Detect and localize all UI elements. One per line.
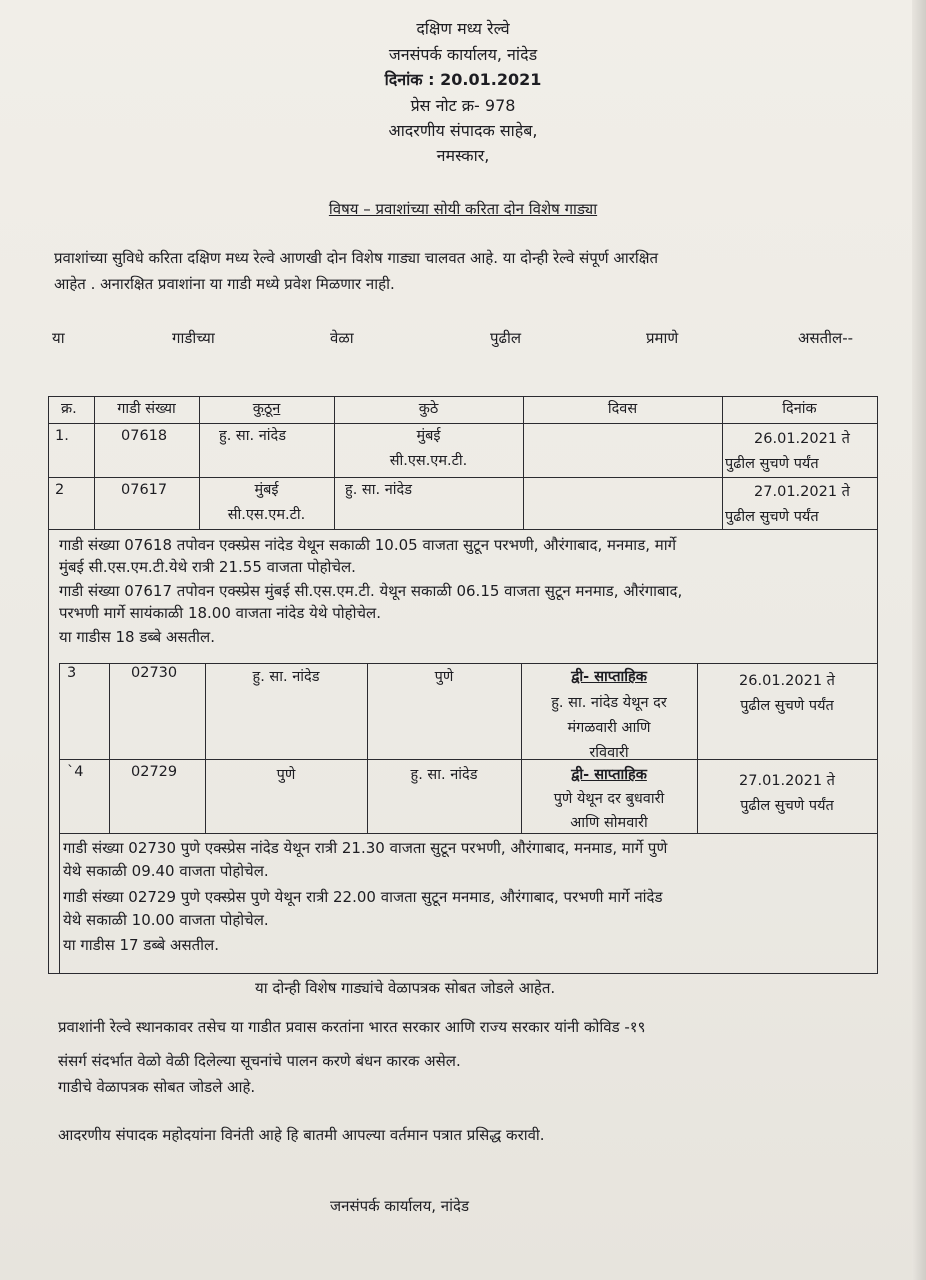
request-line: आदरणीय संपादक महोदयांना विनंती आहे हि बातमी आपल्या वर्तमान पत्रात प्रसिद्ध करावी. xyxy=(58,1126,545,1144)
note1-line4: परभणी मार्गे सायंकाळी 18.00 वाजता नांदेड येथे पोहोचेल. xyxy=(59,604,381,622)
row2-date-2: पुढील सुचणे पर्यंत xyxy=(725,509,819,525)
th-from: कुठून xyxy=(252,401,281,417)
train-table xyxy=(48,396,878,974)
row1-date-2: पुढील सुचणे पर्यंत xyxy=(725,456,819,472)
note2-line1: गाडी संख्या 02730 पुणे एक्स्प्रेस नांदेड येथून रात्री 21.30 वाजता सुटून परभणी, औरंगाबाद, मनमाड, मार्गे पुणे xyxy=(63,839,668,857)
row2-to: हु. सा. नांदेड xyxy=(345,482,412,498)
note1-line5: या गाडीस 18 डब्बे असतील. xyxy=(59,628,215,646)
note2-line4: येथे सकाळी 10.00 वाजता पोहोचेल. xyxy=(63,911,269,929)
row4-date-1: 27.01.2021 ते xyxy=(739,773,835,789)
row-divider xyxy=(59,833,877,834)
col-divider xyxy=(59,663,60,973)
page-edge xyxy=(912,0,926,1280)
intro-line2: आहेत . अनारक्षित प्रवाशांना या गाडी मध्ये प्रवेश मिळणार नाही. xyxy=(54,275,395,293)
header-greeting: नमस्कार, xyxy=(436,146,490,165)
row-divider xyxy=(49,477,877,478)
row1-date-1: 26.01.2021 ते xyxy=(754,431,850,447)
row3-sr: 3 xyxy=(67,665,77,681)
row2-from-1: मुंबई xyxy=(254,482,279,498)
attach-note: या दोन्ही विशेष गाड्यांचे वेळापत्रक सोबत जोडले आहेत. xyxy=(255,979,556,997)
covid-line3: गाडीचे वेळापत्रक सोबत जोडले आहे. xyxy=(58,1078,256,1096)
timing-word-3: वेळा xyxy=(330,329,354,347)
row3-to: पुणे xyxy=(434,669,454,685)
row3-day-1: द्वी- साप्ताहिक xyxy=(571,669,647,685)
timing-word-5: प्रमाणे xyxy=(646,329,679,347)
th-day: दिवस xyxy=(607,401,638,417)
row1-sr: 1. xyxy=(55,428,69,444)
row-divider xyxy=(59,759,877,760)
row4-train: 02729 xyxy=(131,764,178,780)
covid-line2: संसर्ग संदर्भात वेळो वेळी दिलेल्या सूचनांचे पालन करणे बंधन कारक असेल. xyxy=(58,1052,461,1070)
header-line2: जनसंपर्क कार्यालय, नांदेड xyxy=(388,45,538,64)
th-train: गाडी संख्या xyxy=(117,401,176,417)
th-to: कुठे xyxy=(418,401,439,417)
row4-sr: `4 xyxy=(67,764,84,780)
row4-day-2: पुणे येथून दर बुधवारी xyxy=(553,791,665,807)
row3-date-1: 26.01.2021 ते xyxy=(739,673,835,689)
row1-from: हु. सा. नांदेड xyxy=(219,428,286,444)
row4-day-3: आणि सोमवारी xyxy=(570,815,648,831)
header-press-note: प्रेस नोट क्र- 978 xyxy=(410,96,516,115)
header-date: दिनांक : 20.01.2021 xyxy=(384,70,542,89)
th-sr: क्र. xyxy=(61,401,77,417)
note2-line5: या गाडीस 17 डब्बे असतील. xyxy=(63,936,219,954)
header-salutation: आदरणीय संपादक साहेब, xyxy=(388,121,538,140)
row-divider xyxy=(59,663,877,664)
timing-word-6: असतील-- xyxy=(798,329,854,347)
row2-train: 07617 xyxy=(121,482,168,498)
row1-to-1: मुंबई xyxy=(416,428,441,444)
note2-line2: येथे सकाळी 09.40 वाजता पोहोचेल. xyxy=(63,862,269,880)
row3-day-3: मंगळवारी आणि xyxy=(567,720,651,736)
footer-office: जनसंपर्क कार्यालय, नांदेड xyxy=(330,1197,470,1215)
row2-date-1: 27.01.2021 ते xyxy=(754,484,850,500)
timing-word-1: या xyxy=(52,329,65,347)
note1-line2: मुंबई सी.एस.एम.टी.येथे रात्री 21.55 वाजता पोहोचेल. xyxy=(59,558,356,576)
note2-line3: गाडी संख्या 02729 पुणे एक्स्प्रेस पुणे येथून रात्री 22.00 वाजता सुटून मनमाड, औरंगाबाद, परभणी मार्गे नांदेड xyxy=(63,888,663,906)
row2-from-2: सी.एस.एम.टी. xyxy=(227,507,306,523)
row2-sr: 2 xyxy=(55,482,65,498)
row4-to: हु. सा. नांदेड xyxy=(410,767,478,783)
row4-date-2: पुढील सुचणे पर्यंत xyxy=(740,798,834,814)
row3-day-4: रविवारी xyxy=(589,745,629,761)
timing-word-2: गाडीच्या xyxy=(172,329,215,347)
timing-word-4: पुढील xyxy=(490,329,522,347)
header-line1: दक्षिण मध्य रेल्वे xyxy=(416,19,510,38)
row3-day-2: हु. सा. नांदेड येथून दर xyxy=(551,695,667,711)
col-divider xyxy=(109,663,110,833)
row4-day-1: द्वी- साप्ताहिक xyxy=(571,767,647,783)
subject-line xyxy=(0,199,926,219)
row1-to-2: सी.एस.एम.टी. xyxy=(389,453,468,469)
note1-line3: गाडी संख्या 07617 तपोवन एक्स्प्रेस मुंबई सी.एस.एम.टी. येथून सकाळी 06.15 वाजता सुटून मनमाड, औरंगाबाद, xyxy=(59,582,683,600)
row1-train: 07618 xyxy=(121,428,168,444)
row4-from: पुणे xyxy=(276,767,296,783)
subject-text: विषय – प्रवाशांच्या सोयी करिता दोन विशेष गाड्या xyxy=(328,200,598,218)
row3-from: हु. सा. नांदेड xyxy=(252,669,320,685)
row3-train: 02730 xyxy=(131,665,178,681)
covid-line1: प्रवाशांनी रेल्वे स्थानकावर तसेच या गाडीत प्रवास करतांना भारत सरकार आणि राज्य सरकार यांनी कोविड -१९ xyxy=(58,1018,646,1036)
note1-line1: गाडी संख्या 07618 तपोवन एक्स्प्रेस नांदेड येथून सकाळी 10.05 वाजता सुटून परभणी, औरंगाबाद, मनमाड, मार्गे xyxy=(59,536,677,554)
th-date: दिनांक xyxy=(782,401,817,417)
intro-line1: प्रवाशांच्या सुविधे करिता दक्षिण मध्य रेल्वे आणखी दोन विशेष गाड्या चालवत आहे. या दोन्ही रेल्वे संपूर्ण आरक्षित xyxy=(54,249,659,267)
row3-date-2: पुढील सुचणे पर्यंत xyxy=(740,698,834,714)
